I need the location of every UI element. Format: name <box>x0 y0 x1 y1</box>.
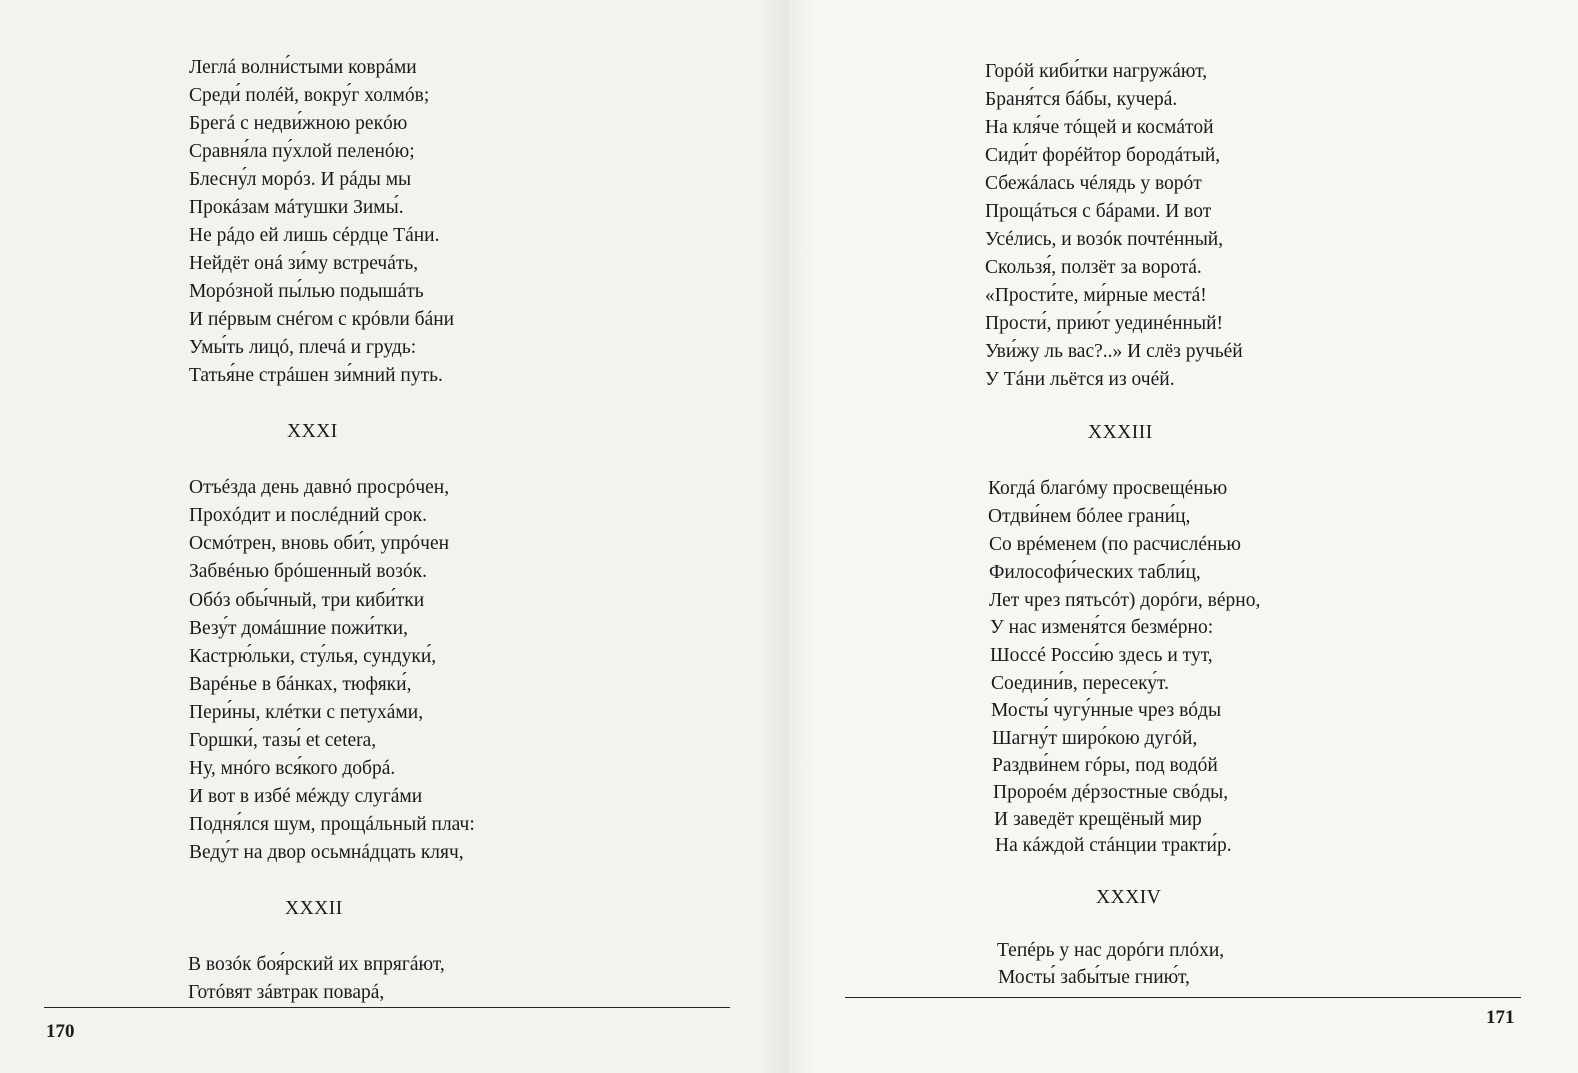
poem-line: Соедини́в, пересеку́т. <box>991 673 1169 694</box>
poem-line: Усéлись, и возóк почтéнный, <box>985 229 1224 250</box>
poem-line: Блесну́л морóз. И рáды мы <box>189 169 412 190</box>
poem-line: Философи́ческих табли́ц, <box>989 562 1201 583</box>
poem-line: Веду́т на двор осьмнáдцать кляч, <box>189 842 464 863</box>
book-gutter <box>760 0 818 1073</box>
poem-line: Лет чрез пятьсóт) дорóги, вéрно, <box>989 590 1261 611</box>
poem-line: На кáждой стáнции тракти́р. <box>995 835 1232 856</box>
page-number: 171 <box>1486 1007 1515 1028</box>
poem-line: Варéнье в бáнках, тюфяки́, <box>189 674 412 695</box>
poem-line: В возóк боя́рский их впрягáют, <box>188 954 445 975</box>
poem-line: Сбежáлась чéлядь у ворóт <box>985 173 1202 194</box>
poem-line: Шоссé Росси́ю здесь и тут, <box>990 645 1213 666</box>
poem-line: Сравня́ла пу́хлой пеленóю; <box>189 141 415 162</box>
poem-line: У нас изменя́тся безмéрно: <box>990 617 1214 638</box>
poem-line: И пéрвым снéгом с крóвли бáни <box>189 309 455 330</box>
poem-line: Мосты́ забы́тые гнию́т, <box>998 967 1190 988</box>
poem-line: На кля́че тóщей и космáтой <box>985 117 1214 138</box>
poem-line: Осмóтрен, вновь оби́т, упрóчен <box>189 533 450 554</box>
page-number: 170 <box>46 1021 75 1042</box>
right-page <box>789 0 1578 1073</box>
poem-line: Тепéрь у нас дорóги плóхи, <box>997 940 1225 961</box>
poem-line: Среди́ полéй, вокру́г холмóв; <box>189 85 430 106</box>
poem-line: Прокáзам мáтушки Зимы́. <box>189 197 404 218</box>
poem-line: Не рáдо ей лишь сéрдце Тáни. <box>189 225 440 246</box>
poem-line: Нейдёт онá зи́му встречáть, <box>189 253 419 274</box>
poem-line: У Тáни льётся из очéй. <box>985 369 1175 390</box>
footer-rule <box>44 1007 730 1008</box>
poem-line: Отдви́нем бóлее грани́ц, <box>988 506 1191 527</box>
poem-line: И вот в избé мéжду слугáми <box>189 786 423 807</box>
poem-line: Умы́ть лицó, плечá и грудь: <box>189 337 417 358</box>
poem-line: «Прости́те, ми́рные местá! <box>985 285 1207 306</box>
poem-line: Горшки́, тазы́ et cetera, <box>189 730 377 751</box>
poem-line: Горóй киби́тки нагружáют, <box>985 61 1208 82</box>
poem-line: Леглá волни́стыми коврáми <box>189 57 417 78</box>
poem-line: Подня́лся шум, прощáльный плач: <box>189 814 475 835</box>
stanza-number-xxxii: XXXII <box>285 898 343 919</box>
poem-line: Готóвят зáвтрак поварá, <box>188 982 385 1003</box>
poem-line: Скользя́, ползёт за воротá. <box>985 257 1202 278</box>
poem-line: Пророéм дéрзостные свóды, <box>993 782 1229 803</box>
poem-line: Со врéменем (по расчислéнью <box>989 534 1241 555</box>
poem-line: И заведёт крещёный мир <box>994 809 1202 830</box>
poem-line: Браня́тся бáбы, кучерá. <box>985 89 1178 110</box>
poem-line: Раздви́нем гóры, под водóй <box>992 755 1218 776</box>
stanza-number-xxxiv: XXXIV <box>1096 887 1162 908</box>
poem-line: Морóзной пы́лью подышáть <box>189 281 424 302</box>
poem-line: Брегá с недви́жною рекóю <box>189 113 408 134</box>
poem-line: Татья́не стрáшен зи́мний путь. <box>189 365 443 386</box>
poem-line: Обóз обы́чный, три киби́тки <box>189 590 425 611</box>
poem-line: Отъéзда день давнó просрóчен, <box>189 477 450 498</box>
poem-line: Прохóдит и послéдний срок. <box>189 505 427 526</box>
poem-line: Уви́жу ль вас?..» И слёз ручьéй <box>985 341 1243 362</box>
poem-line: Сиди́т форéйтор бородáтый, <box>985 145 1221 166</box>
poem-line: Забвéнью брóшенный возóк. <box>189 561 427 582</box>
poem-line: Кастрю́льки, сту́лья, сундуки́, <box>189 646 437 667</box>
poem-line: Прости́, прию́т уединéнный! <box>985 313 1223 334</box>
poem-line: Когдá благóму просвещéнью <box>988 478 1228 499</box>
poem-line: Мосты́ чугу́нные чрез вóды <box>991 700 1222 721</box>
stanza-number-xxxi: XXXI <box>287 421 338 442</box>
poem-line: Шагну́т широ́кою дугóй, <box>992 728 1198 749</box>
poem-line: Пери́ны, клéтки с петухáми, <box>189 702 424 723</box>
stanza-number-xxxiii: XXXIII <box>1088 422 1153 443</box>
footer-rule <box>845 997 1521 998</box>
poem-line: Ну, мнóго вся́кого добрá. <box>189 758 396 779</box>
poem-line: Везу́т домáшние пожи́тки, <box>189 618 408 639</box>
poem-line: Прощáться с бáрами. И вот <box>985 201 1212 222</box>
